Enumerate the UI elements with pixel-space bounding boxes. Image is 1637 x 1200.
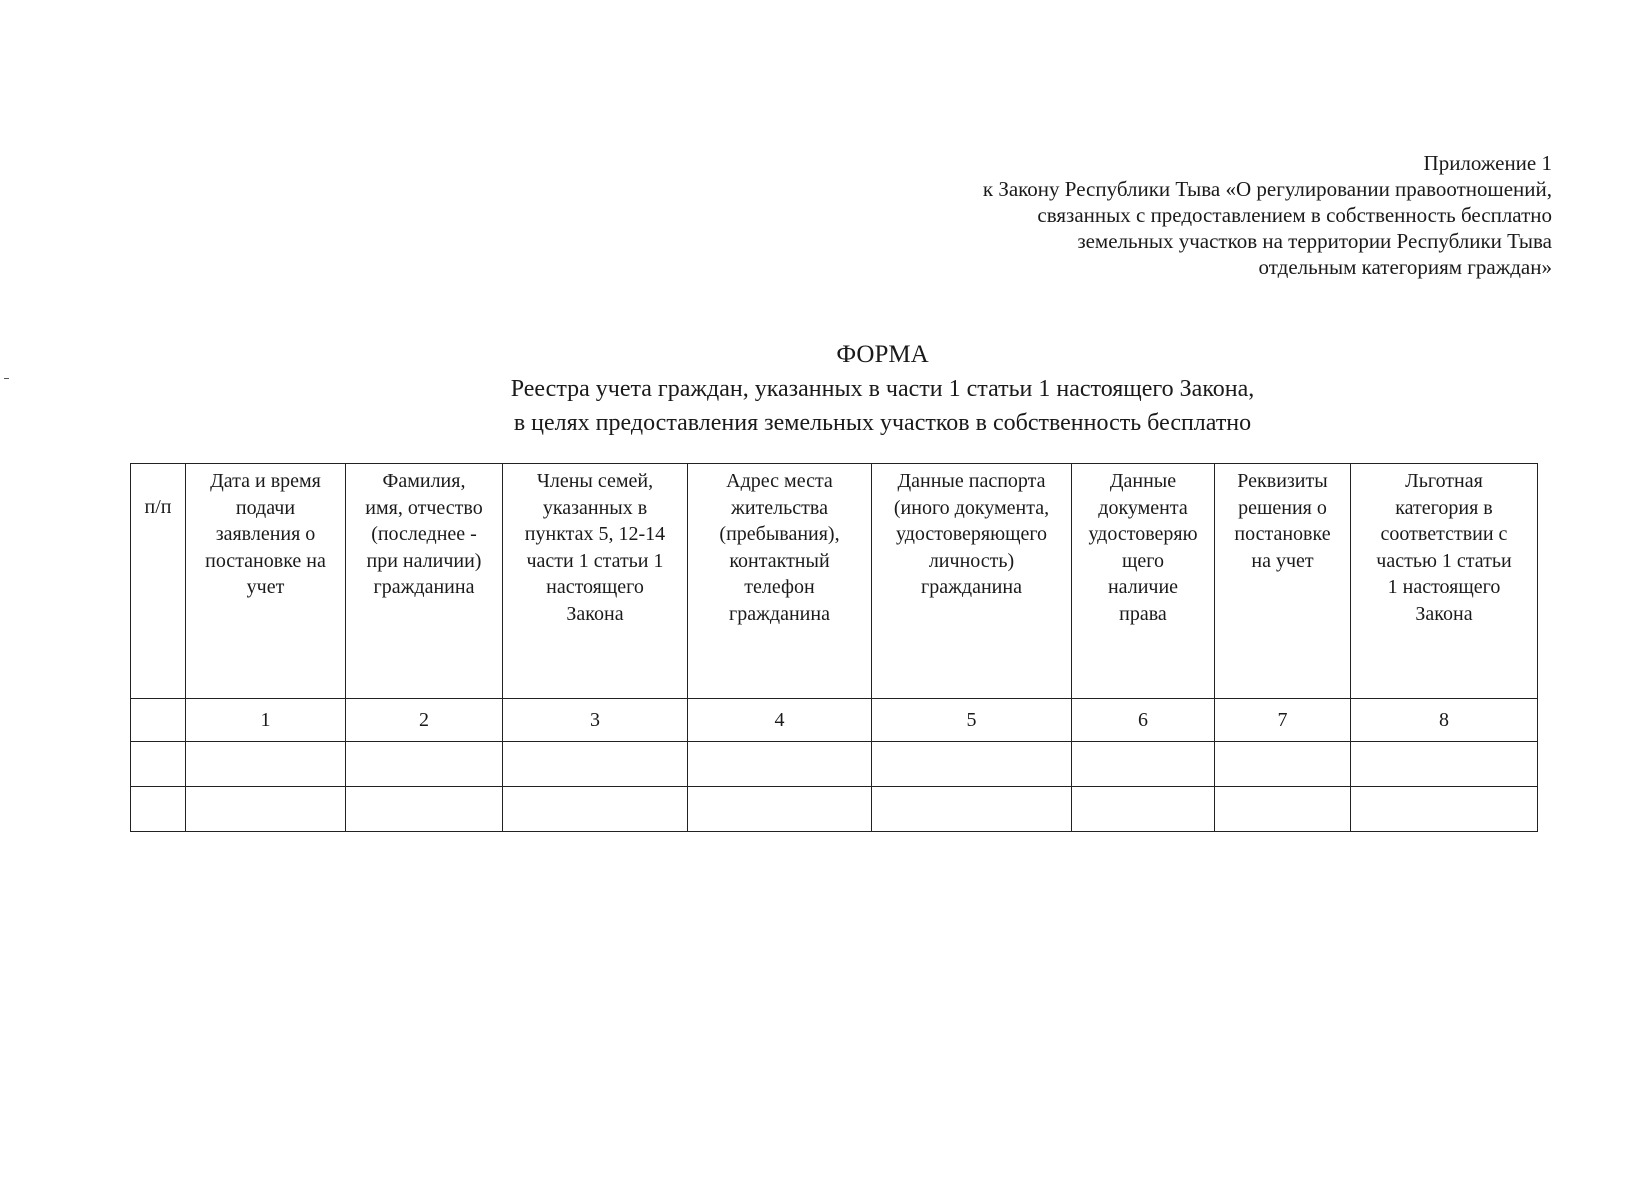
column-number-cell: 6 bbox=[1072, 699, 1215, 742]
header-text-line: личность) bbox=[928, 549, 1015, 572]
header-text-line: документа bbox=[1098, 496, 1188, 519]
form-title-block bbox=[0, 338, 1637, 440]
header-text-line: п/п bbox=[144, 496, 172, 518]
table-cell bbox=[872, 787, 1072, 832]
table-cell bbox=[131, 742, 186, 787]
header-text-line: Адрес места bbox=[726, 470, 833, 492]
header-cell-passport-data bbox=[872, 464, 1072, 699]
header-text-line: соответствии с bbox=[1380, 523, 1508, 545]
header-text-line: гражданина bbox=[373, 576, 475, 598]
header-text-line: подачи bbox=[235, 496, 296, 519]
column-number-cell bbox=[131, 699, 186, 742]
header-cell-submission-datetime bbox=[186, 464, 346, 699]
appendix-line: связанных с предоставлением в собственность бесплатно bbox=[1037, 203, 1552, 227]
column-number-cell: 5 bbox=[872, 699, 1072, 742]
header-text-line: постановке на bbox=[205, 549, 326, 572]
table-cell bbox=[1072, 742, 1215, 787]
header-text-line: Льготная bbox=[1405, 470, 1483, 492]
header-text-line: (иного документа, bbox=[893, 496, 1050, 519]
table-cell bbox=[1351, 742, 1538, 787]
table-cell bbox=[688, 742, 872, 787]
header-text-line: гражданина bbox=[729, 602, 830, 625]
table-cell bbox=[688, 787, 872, 832]
header-text-line: (последнее - bbox=[371, 523, 477, 545]
header-text-line: учет bbox=[246, 576, 285, 598]
header-text-line: при наличии) bbox=[366, 549, 482, 572]
header-text-line: Данные bbox=[1109, 470, 1177, 492]
header-text-line: Закона bbox=[566, 602, 624, 625]
header-text-line: Члены семей, bbox=[536, 470, 654, 492]
table-cell bbox=[1215, 742, 1351, 787]
table-cell bbox=[186, 787, 346, 832]
header-text-line: удостоверяющего bbox=[895, 523, 1048, 545]
header-text-line: частью 1 статьи bbox=[1376, 549, 1512, 572]
header-text-line: контактный bbox=[729, 549, 830, 572]
header-text-line: имя, отчество bbox=[365, 496, 483, 519]
header-text-line: Данные паспорта bbox=[897, 470, 1046, 492]
header-text-line: наличие bbox=[1107, 576, 1179, 598]
header-text-line: жительства bbox=[731, 496, 828, 519]
header-text-line: указанных в bbox=[542, 496, 648, 519]
header-text-line: части 1 статьи 1 bbox=[526, 549, 664, 572]
header-cell-registration-decision bbox=[1215, 464, 1351, 699]
table-cell bbox=[1215, 787, 1351, 832]
registry-table bbox=[130, 463, 1538, 832]
table-row bbox=[131, 742, 1538, 787]
header-text-line: щего bbox=[1122, 549, 1164, 572]
column-number-row bbox=[131, 699, 1538, 742]
header-text-line: на учет bbox=[1251, 549, 1314, 572]
header-text-line: телефон bbox=[744, 576, 815, 598]
header-cell-full-name bbox=[346, 464, 503, 699]
header-text-line: настоящего bbox=[546, 576, 644, 598]
column-number-cell: 1 bbox=[186, 699, 346, 742]
appendix-line: Приложение 1 bbox=[1423, 151, 1552, 175]
table-cell bbox=[1072, 787, 1215, 832]
header-text-line: Реквизиты bbox=[1237, 470, 1328, 492]
header-cell-family-members bbox=[503, 464, 688, 699]
form-title: ФОРМА bbox=[836, 341, 929, 368]
table-cell bbox=[872, 742, 1072, 787]
header-text-line: 1 настоящего bbox=[1387, 576, 1501, 598]
appendix-line: земельных участков на территории Республики Тыва bbox=[1077, 229, 1552, 253]
table-cell bbox=[503, 787, 688, 832]
header-text-line: права bbox=[1119, 602, 1167, 625]
form-subtitle-line: в целях предоставления земельных участков в собственность бесплатно bbox=[513, 410, 1252, 436]
table-cell bbox=[1351, 787, 1538, 832]
header-cell-benefit-category bbox=[1351, 464, 1538, 699]
header-text-line: постановке bbox=[1234, 523, 1331, 545]
header-text-line: пунктах 5, 12-14 bbox=[524, 523, 666, 545]
table-header-row bbox=[131, 464, 1538, 699]
column-number-cell: 2 bbox=[346, 699, 503, 742]
header-cell-row-number bbox=[131, 464, 186, 699]
column-number-cell: 4 bbox=[688, 699, 872, 742]
header-text-line: Закона bbox=[1415, 602, 1473, 625]
table-cell bbox=[346, 742, 503, 787]
table-cell bbox=[186, 742, 346, 787]
header-cell-right-document bbox=[1072, 464, 1215, 699]
table-cell bbox=[131, 787, 186, 832]
form-subtitle-line: Реестра учета граждан, указанных в части 1 статьи 1 настоящего Закона, bbox=[510, 376, 1255, 402]
table-cell bbox=[346, 787, 503, 832]
header-text-line: категория в bbox=[1395, 496, 1493, 519]
appendix-line: отдельным категориям граждан» bbox=[1258, 255, 1552, 279]
table-cell bbox=[503, 742, 688, 787]
header-text-line: заявления о bbox=[215, 523, 316, 545]
header-text-line: удостоверяю bbox=[1088, 523, 1198, 545]
table-row bbox=[131, 787, 1538, 832]
header-text-line: гражданина bbox=[921, 576, 1022, 598]
header-text-line: Дата и время bbox=[210, 470, 321, 492]
header-text-line: Фамилия, bbox=[382, 470, 466, 492]
header-text-line: (пребывания), bbox=[719, 523, 840, 545]
column-number-cell: 7 bbox=[1215, 699, 1351, 742]
appendix-block bbox=[983, 150, 1552, 280]
column-number-cell: 8 bbox=[1351, 699, 1538, 742]
header-text-line: решения о bbox=[1238, 496, 1327, 519]
appendix-line: к Закону Республики Тыва «О регулировании правоотношений, bbox=[982, 177, 1552, 201]
column-number-cell: 3 bbox=[503, 699, 688, 742]
header-cell-address-phone bbox=[688, 464, 872, 699]
